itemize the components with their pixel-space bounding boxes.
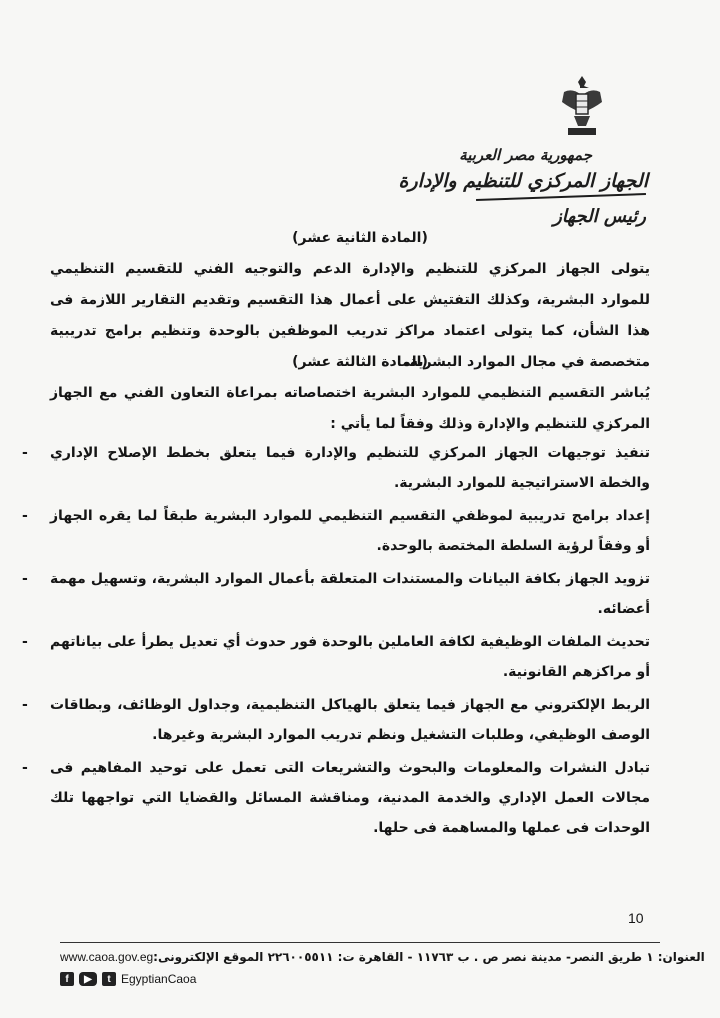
article-12-heading: (المادة الثانية عشر) [292,230,428,246]
eagle-emblem-icon [556,72,608,142]
list-item [22,501,650,561]
article-12-body: يتولى الجهاز المركزي للتنظيم والإدارة الدعم والتوجيه الفني للتقسيم التنظيمي للموارد البشرية، وكذلك التفتيش على أعمال هذا التقسيم وتقديم التقارير اللازمة فى هذا الشأن، كما يتولى اعتماد مراكز تدريب الموظفين بالوحدة وتنظيم برامج تدريبية متخصصة في مجال الموارد البشرية. [50,261,650,370]
footer-website-link[interactable]: www.caoa.gov.eg [60,950,154,964]
list-item [22,564,650,624]
bullet-dash: - [22,445,28,461]
list-item [22,753,650,843]
article-13-heading: (المادة الثالثة عشر) [292,354,428,370]
youtube-icon[interactable]: ▶ [79,972,97,986]
list-item-text: الربط الإلكتروني مع الجهاز فيما يتعلق بالهياكل التنظيمية، وجداول الوظائف، وبطاقات الوصف الوظيفي، وطلبات التشغيل ونظم تدريب الموارد البشرية وغيرها. [50,697,650,743]
social-handle: EgyptianCaoa [121,972,197,986]
bullet-dash: - [22,697,28,713]
facebook-icon[interactable]: f [60,972,74,986]
list-item-text: تبادل النشرات والمعلومات والبحوث والتشريعات التى تعمل على توحيد المفاهيم فى مجالات العمل الإداري والخدمة المدنية، ومناقشة المسائل والقضايا التي تواجهها تلك الوحدات فى عملها والمساهمة فى حلها. [50,760,650,836]
bullet-dash: - [22,571,28,587]
list-item-text: تحديث الملفات الوظيفية لكافة العاملين بالوحدة فور حدوث أي تعديل يطرأ على بياناتهم أو مراكزهم القانونية. [50,634,650,680]
country-name: جمهورية مصر العربية [459,146,592,164]
list-item [22,627,650,687]
article-13-intro: يُباشر التقسيم التنظيمي للموارد البشرية اختصاصاته بمراعاة التعاون الفني مع الجهاز المركزي للتنظيم والإدارة وذلك وفقاً لما يأتي : [50,385,650,432]
organization-name: الجهاز المركزي للتنظيم والإدارة [398,170,648,192]
list-item-text: تنفيذ توجيهات الجهاز المركزي للتنظيم والإدارة فيما يتعلق بخطط الإصلاح الإداري والخطة الاستراتيجية للموارد البشرية. [50,445,650,491]
page-number: 10 [628,910,644,926]
social-links [60,972,196,986]
footer-contact [60,950,705,964]
list-item [22,690,650,750]
footer-address: العنوان: ١ طريق النصر- مدينة نصر ص . ب ١١٧٦٣ - القاهرة ت: ٢٢٦٠٠٥٥١١ الموقع الإلكترونى: [153,950,705,964]
list-item [22,438,650,498]
list-item-text: إعداد برامج تدريبية لموظفي التقسيم التنظيمي للموارد البشرية طبقاً لما يقره الجهاز أو وفقاً لرؤية السلطة المختصة بالوحدة. [50,508,650,554]
article-13-list [22,438,650,843]
twitter-icon[interactable]: t [102,972,116,986]
bullet-dash: - [22,508,28,524]
official-title: رئيس الجهاز [553,206,646,227]
bullet-dash: - [22,760,28,776]
list-item-text: تزويد الجهاز بكافة البيانات والمستندات المتعلقة بأعمال الموارد البشرية، وتسهيل مهمة أعضائه. [50,571,650,617]
header-underline [476,193,646,201]
footer-divider [60,942,660,943]
bullet-dash: - [22,634,28,650]
